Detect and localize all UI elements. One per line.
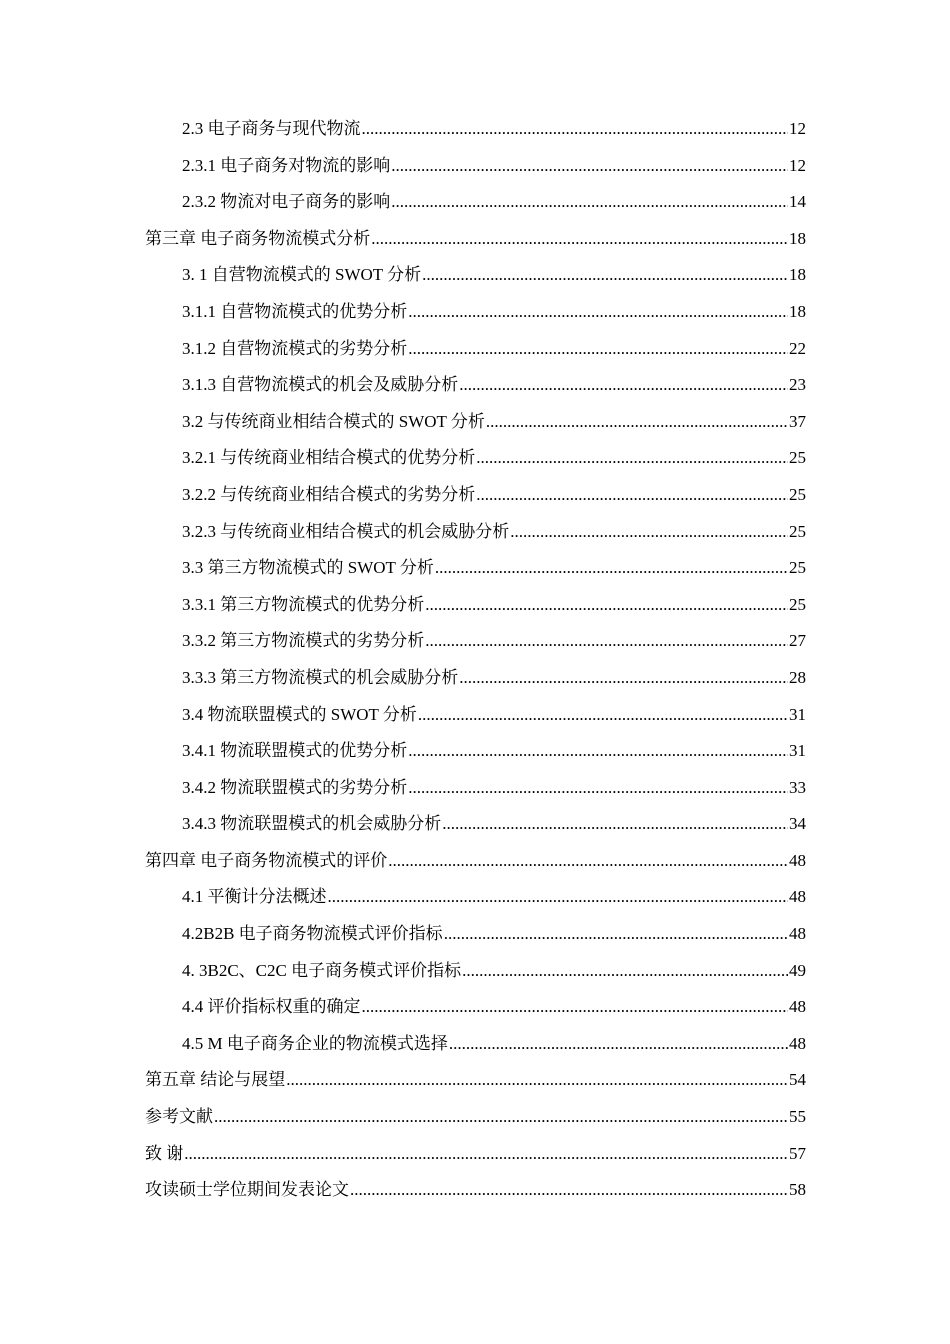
toc-entry[interactable]	[145, 623, 806, 660]
toc-entry[interactable]	[145, 111, 806, 148]
table-of-contents	[145, 111, 806, 1209]
toc-entry-title: 3.4.3 物流联盟模式的机会威胁分析	[182, 814, 442, 834]
toc-dot-leader	[371, 221, 788, 258]
toc-entry-title: 3. 1 自营物流模式的 SWOT 分析	[182, 265, 422, 285]
toc-entry[interactable]	[145, 953, 806, 990]
toc-entry[interactable]	[145, 331, 806, 368]
toc-entry-page-number: 22	[789, 338, 806, 358]
toc-entry-page-number: 37	[789, 411, 806, 431]
toc-entry-title: 3.1.2 自营物流模式的劣势分析	[182, 338, 408, 358]
toc-entry-title: 3.1.3 自营物流模式的机会及威胁分析	[182, 375, 459, 395]
toc-entry-page-number: 14	[789, 192, 806, 212]
toc-dot-leader	[408, 770, 788, 807]
toc-entry-title: 2.3.1 电子商务对物流的影响	[182, 155, 391, 175]
toc-entry-title: 4.4 评价指标权重的确定	[182, 997, 361, 1017]
toc-entry-title: 2.3 电子商务与现代物流	[182, 119, 361, 138]
toc-entry-page-number: 12	[789, 155, 806, 175]
toc-entry[interactable]	[145, 587, 806, 624]
toc-entry-page-number: 48	[789, 997, 806, 1017]
toc-entry-page-number: 48	[789, 924, 806, 944]
toc-entry-title: 3.4.2 物流联盟模式的劣势分析	[182, 777, 408, 797]
toc-dot-leader	[442, 806, 788, 843]
toc-entry-title: 3.3.2 第三方物流模式的劣势分析	[182, 631, 425, 651]
toc-entry-page-number: 34	[789, 814, 806, 834]
toc-entry[interactable]	[145, 843, 806, 880]
toc-entry[interactable]	[145, 514, 806, 551]
toc-dot-leader	[214, 1099, 788, 1136]
toc-dot-leader	[350, 1172, 788, 1209]
toc-dot-leader	[422, 257, 788, 294]
toc-entry[interactable]	[145, 733, 806, 770]
toc-entry-title: 攻读硕士学位期间发表论文	[145, 1180, 349, 1200]
toc-entry-page-number: 25	[789, 448, 806, 468]
toc-dot-leader	[449, 1026, 788, 1063]
toc-entry[interactable]	[145, 1099, 806, 1136]
toc-entry-title: 2.3.2 物流对电子商务的影响	[182, 192, 391, 212]
toc-dot-leader	[391, 184, 788, 221]
toc-entry-page-number: 18	[789, 228, 806, 248]
toc-entry-page-number: 25	[789, 484, 806, 504]
toc-entry[interactable]	[145, 367, 806, 404]
toc-dot-leader	[459, 367, 788, 404]
toc-entry-title: 3.4.1 物流联盟模式的优势分析	[182, 741, 408, 761]
toc-entry-page-number: 48	[789, 1033, 806, 1053]
toc-entry-page-number: 57	[789, 1143, 806, 1163]
toc-entry-page-number: 23	[789, 375, 806, 395]
toc-entry[interactable]	[145, 660, 806, 697]
toc-dot-leader	[408, 331, 788, 368]
toc-entry-page-number: 33	[789, 777, 806, 797]
toc-entry[interactable]	[145, 989, 806, 1026]
toc-entry-page-number: 48	[789, 887, 806, 907]
toc-entry[interactable]	[145, 879, 806, 916]
toc-dot-leader	[418, 697, 788, 734]
toc-dot-leader	[444, 916, 788, 953]
toc-entry-page-number: 25	[789, 558, 806, 578]
toc-dot-leader	[362, 989, 789, 1026]
toc-entry-page-number: 25	[789, 594, 806, 614]
toc-entry[interactable]	[145, 697, 806, 734]
toc-entry-title: 3.2.3 与传统商业相结合模式的机会威胁分析	[182, 521, 510, 541]
toc-entry-title: 第四章 电子商务物流模式的评价	[145, 850, 388, 870]
toc-dot-leader	[408, 733, 788, 770]
toc-dot-leader	[476, 477, 788, 514]
toc-dot-leader	[486, 404, 788, 441]
toc-entry-title: 第五章 结论与展望	[145, 1070, 286, 1090]
toc-entry[interactable]	[145, 1026, 806, 1063]
toc-entry-page-number: 55	[789, 1107, 806, 1127]
toc-entry[interactable]	[145, 257, 806, 294]
toc-dot-leader	[435, 550, 788, 587]
toc-entry[interactable]	[145, 550, 806, 587]
toc-dot-leader	[476, 440, 788, 477]
toc-entry-title: 3.3 第三方物流模式的 SWOT 分析	[182, 558, 434, 578]
toc-dot-leader	[286, 1062, 788, 1099]
toc-entry-title: 3.1.1 自营物流模式的优势分析	[182, 301, 408, 321]
toc-entry-title: 3.3.3 第三方物流模式的机会威胁分析	[182, 667, 459, 687]
toc-dot-leader	[510, 514, 788, 551]
toc-dot-leader	[425, 623, 788, 660]
toc-entry[interactable]	[145, 221, 806, 258]
toc-entry-title: 第三章 电子商务物流模式分析	[145, 228, 371, 248]
toc-entry-title: 3.2.1 与传统商业相结合模式的优势分析	[182, 448, 476, 468]
toc-entry[interactable]	[145, 148, 806, 185]
toc-entry-page-number: 27	[789, 631, 806, 651]
toc-entry[interactable]	[145, 1172, 806, 1209]
toc-dot-leader	[388, 843, 788, 880]
toc-dot-leader	[408, 294, 788, 331]
toc-dot-leader	[391, 148, 788, 185]
toc-dot-leader	[425, 587, 788, 624]
toc-entry-title: 4.1 平衡计分法概述	[182, 887, 327, 907]
toc-entry-title: 4. 3B2C、C2C 电子商务模式评价指标	[182, 960, 462, 980]
toc-entry-page-number: 31	[789, 741, 806, 761]
toc-entry-page-number: 58	[789, 1180, 806, 1200]
toc-entry-page-number: 49	[789, 960, 806, 980]
toc-entry-page-number: 31	[789, 704, 806, 724]
toc-entry-page-number: 18	[789, 265, 806, 285]
toc-entry[interactable]	[145, 916, 806, 953]
toc-dot-leader	[184, 1136, 788, 1173]
toc-entry-page-number: 48	[789, 850, 806, 870]
toc-entry[interactable]	[145, 1136, 806, 1173]
toc-entry-title: 3.4 物流联盟模式的 SWOT 分析	[182, 704, 417, 724]
toc-entry-page-number: 54	[789, 1070, 806, 1090]
toc-dot-leader	[362, 111, 789, 148]
toc-entry[interactable]	[145, 1062, 806, 1099]
toc-entry[interactable]	[145, 294, 806, 331]
toc-entry-title: 3.3.1 第三方物流模式的优势分析	[182, 594, 425, 614]
toc-entry-page-number: 18	[789, 301, 806, 321]
toc-entry[interactable]	[145, 477, 806, 514]
toc-dot-leader	[328, 879, 789, 916]
toc-entry[interactable]	[145, 806, 806, 843]
toc-entry-page-number: 12	[789, 119, 806, 138]
toc-entry-title: 3.2.2 与传统商业相结合模式的劣势分析	[182, 484, 476, 504]
toc-entry[interactable]	[145, 184, 806, 221]
toc-entry-title: 4.5 M 电子商务企业的物流模式选择	[182, 1033, 448, 1053]
toc-entry-page-number: 25	[789, 521, 806, 541]
toc-entry-title: 4.2B2B 电子商务物流模式评价指标	[182, 924, 443, 944]
toc-dot-leader	[459, 660, 788, 697]
toc-dot-leader	[462, 953, 788, 990]
toc-entry[interactable]	[145, 440, 806, 477]
toc-entry[interactable]	[145, 404, 806, 441]
toc-entry-title: 致 谢	[145, 1143, 184, 1163]
toc-entry[interactable]	[145, 770, 806, 807]
toc-entry-title: 参考文献	[145, 1107, 213, 1127]
toc-entry-page-number: 28	[789, 667, 806, 687]
toc-entry-title: 3.2 与传统商业相结合模式的 SWOT 分析	[182, 411, 485, 431]
